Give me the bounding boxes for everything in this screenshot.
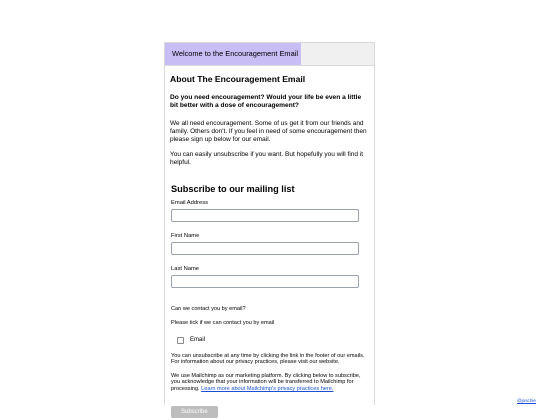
email-label: Email Address [171,200,209,207]
first-name-label: First Name [171,233,200,240]
last-name-input[interactable] [171,275,359,288]
mailchimp-text: We use Mailchimp as our marketing platform. By clicking below to subscribe, you acknowledge that your information will be transferred to Mailchimp for processing. [171,372,361,392]
about-paragraph-2: You can easily unsubscribe if you want. But hopefully you will find it helpful. [170,151,364,166]
page-panel [164,42,375,415]
author-credit-link[interactable]: @joschie [517,398,536,403]
mailchimp-info [171,373,368,393]
email-consent-row[interactable] [177,337,368,344]
tick-instruction: Please tick if we can contact you by email [171,319,275,326]
contact-question: Can we contact you by email? [171,306,246,313]
about-paragraph-1: We all need encouragement. Some of us get it from our friends and family. Others don't. If you feel in need of some encouragement then please sign up below for our email. [170,120,367,143]
subscribe-button[interactable]: Subscribe [171,406,218,418]
about-lead: Do you need encouragement? Would your life be even a little bit better with a dose of encouragement? [170,94,362,110]
last-name-label: Last Name [171,266,200,273]
tab-bar [165,43,374,66]
email-consent-label: Email [190,337,206,344]
form-heading: Subscribe to our mailing list [171,184,295,195]
tab-welcome[interactable]: Welcome to the Encouragement Email [165,43,301,65]
unsubscribe-info: You can unsubscribe at any time by clicking the link in the footer of our emails. For information about our privacy practices, please visit our website. [171,352,365,366]
first-name-input[interactable] [171,242,359,255]
about-section [165,66,374,166]
about-heading: About The Encouragement Email [170,74,306,84]
email-input[interactable] [171,209,359,222]
subscribe-form [165,174,374,417]
mailchimp-privacy-link[interactable]: Learn more about Mailchimp's privacy practices here. [201,385,334,392]
email-consent-checkbox[interactable] [177,337,184,344]
